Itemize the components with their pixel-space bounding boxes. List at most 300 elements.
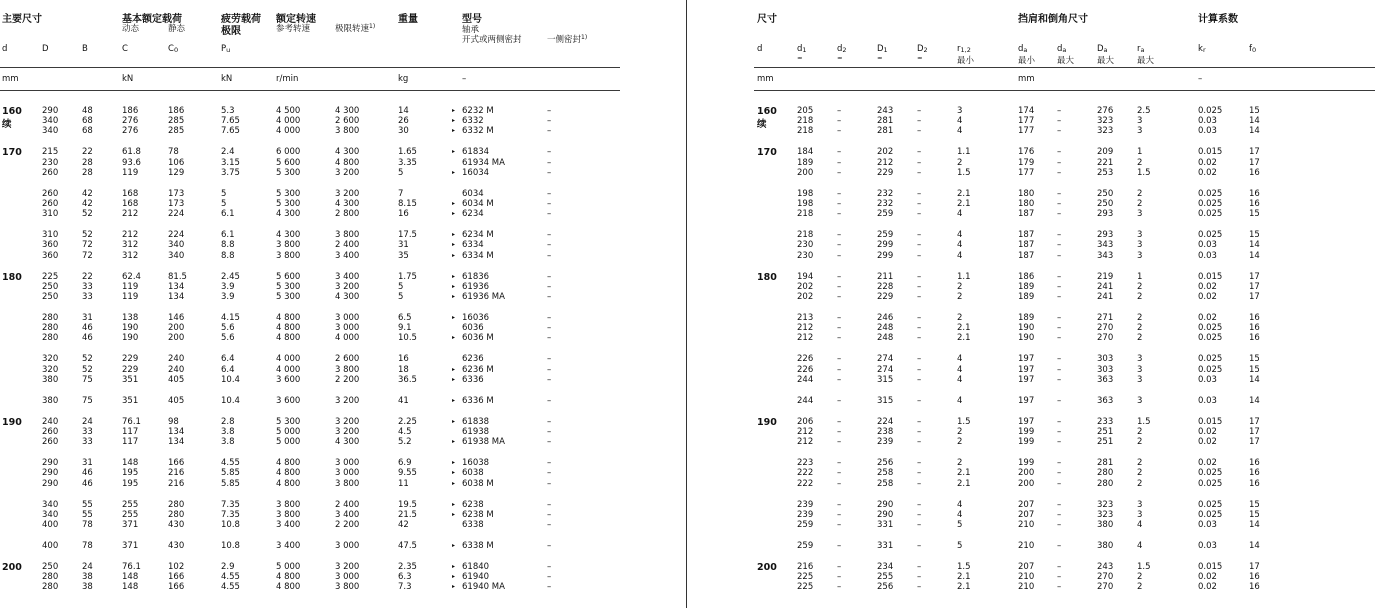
cell-Pu: 10.4	[221, 395, 240, 406]
cell-Pu: 5.85	[221, 468, 240, 479]
cell-one-side-sealed: –	[547, 230, 552, 241]
cell-ra-max: 1.5	[1137, 562, 1151, 572]
cell-one-side-sealed: –	[547, 106, 552, 116]
cell-limiting-speed: 2 800	[335, 209, 360, 220]
cell-d1: 226	[797, 354, 814, 365]
cell-limiting-speed: 4 800	[335, 157, 360, 168]
cell-C0: 166	[168, 458, 185, 469]
cell-d2: –	[837, 281, 842, 292]
cell-one-side-sealed: –	[547, 250, 552, 261]
cell-limiting-speed: 4 300	[335, 106, 360, 116]
cell-da-max: –	[1057, 323, 1062, 334]
cell-d1: 198	[797, 188, 814, 199]
cell-d1: 213	[797, 313, 814, 323]
cell-one-side-sealed: –	[547, 478, 552, 489]
cell-C0: 280	[168, 509, 185, 520]
header-rated-speed: 额定转速	[276, 14, 316, 25]
cell-D1: 248	[877, 323, 894, 334]
cell-D2: –	[917, 468, 922, 479]
cell-D1: 248	[877, 333, 894, 344]
cell-D2: –	[917, 520, 922, 530]
cell-d2: –	[837, 188, 842, 199]
cell-limiting-speed: 3 000	[335, 468, 360, 479]
cell-one-side-sealed: –	[547, 323, 552, 334]
cell-D2: –	[917, 199, 922, 209]
cell-one-side-sealed: –	[547, 572, 552, 583]
cell-kr: 0.015	[1198, 416, 1223, 427]
cell-one-side-sealed: –	[547, 271, 552, 282]
cell-f0: 14	[1249, 541, 1260, 551]
cell-C: 190	[122, 333, 139, 344]
cell-d1: 184	[797, 147, 814, 158]
cell-B: 38	[82, 582, 93, 593]
cell-reference-speed: 3 800	[276, 509, 301, 520]
cell-one-side-sealed: –	[547, 499, 552, 510]
cell-D: 250	[42, 281, 59, 292]
cell-designation: 6332	[462, 116, 484, 127]
cell-D1: 238	[877, 427, 894, 437]
cell-limiting-speed: 3 200	[335, 167, 360, 178]
symbol-d2: d2	[837, 44, 847, 54]
cell-C: 168	[122, 188, 139, 199]
cell-C: 229	[122, 364, 139, 375]
footnote-marker: 1)	[581, 34, 588, 41]
cell-limiting-speed: 2 600	[335, 354, 360, 365]
cell-Da-max: 251	[1097, 427, 1114, 437]
product-marker-icon: ▸	[452, 583, 456, 591]
cell-reference-speed: 5 000	[276, 427, 301, 437]
cell-B: 31	[82, 458, 93, 469]
cell-d1: 200	[797, 167, 814, 178]
cell-da-max: –	[1057, 458, 1062, 469]
cell-B: 52	[82, 364, 93, 375]
cell-one-side-sealed: –	[547, 509, 552, 520]
cell-D2: –	[917, 562, 922, 572]
cell-B: 38	[82, 572, 93, 583]
approx-D1: ≈	[877, 54, 883, 62]
cell-da-min: 197	[1018, 374, 1035, 385]
cell-B: 42	[82, 188, 93, 199]
cell-Pu: 7.35	[221, 509, 240, 520]
cell-kr: 0.025	[1198, 499, 1223, 510]
cell-D: 320	[42, 354, 59, 365]
cell-r12-min: 1.1	[957, 147, 971, 158]
cell-ra-max: 3	[1137, 395, 1143, 406]
cell-Pu: 7.65	[221, 116, 240, 127]
bore-group-label: 续	[757, 119, 767, 131]
product-marker-icon: ▸	[452, 293, 456, 300]
cell-reference-speed: 5 000	[276, 562, 301, 572]
cell-kr: 0.025	[1198, 323, 1223, 334]
cell-B: 52	[82, 209, 93, 220]
cell-da-min: 179	[1018, 157, 1035, 168]
product-marker-icon: ▸	[452, 127, 456, 135]
cell-reference-speed: 3 400	[276, 520, 301, 530]
cell-kr: 0.02	[1198, 281, 1217, 292]
cell-designation: 61934 MA	[462, 157, 505, 168]
cell-reference-speed: 5 300	[276, 281, 301, 292]
cell-limiting-speed: 2 200	[335, 374, 360, 385]
cell-kr: 0.03	[1198, 250, 1217, 261]
cell-D1: 299	[877, 250, 894, 261]
cell-da-max: –	[1057, 364, 1062, 375]
cell-D1: 228	[877, 281, 894, 292]
cell-C: 138	[122, 313, 139, 323]
cell-C0: 102	[168, 562, 185, 572]
cell-limiting-speed: 3 000	[335, 313, 360, 323]
product-marker-icon: ▸	[452, 334, 456, 342]
cell-ra-max: 3	[1137, 116, 1143, 127]
cell-Pu: 4.15	[221, 313, 240, 323]
cell-C: 351	[122, 395, 139, 406]
cell-C0: 166	[168, 582, 185, 593]
cell-D: 260	[42, 427, 59, 437]
cell-C0: 405	[168, 374, 185, 385]
cell-d2: –	[837, 116, 842, 127]
cell-Pu: 5.3	[221, 106, 235, 116]
cell-d1: 218	[797, 230, 814, 241]
cell-one-side-sealed: –	[547, 562, 552, 572]
cell-D2: –	[917, 271, 922, 282]
cell-d2: –	[837, 468, 842, 479]
cell-reference-speed: 4 000	[276, 364, 301, 375]
cell-d1: 244	[797, 395, 814, 406]
cell-ra-max: 1.5	[1137, 167, 1151, 178]
unit-mm: mm	[757, 74, 774, 84]
cell-kr: 0.025	[1198, 230, 1223, 241]
cell-weight: 36.5	[398, 374, 417, 385]
cell-d1: 198	[797, 199, 814, 209]
cell-kr: 0.025	[1198, 354, 1223, 365]
cell-one-side-sealed: –	[547, 354, 552, 365]
cell-r12-min: 5	[957, 520, 963, 530]
cell-D: 290	[42, 468, 59, 479]
cell-Da-max: 243	[1097, 562, 1114, 572]
cell-da-max: –	[1057, 188, 1062, 199]
cell-da-max: –	[1057, 106, 1062, 116]
cell-D: 340	[42, 116, 59, 127]
cell-da-min: 199	[1018, 437, 1035, 448]
cell-C0: 216	[168, 478, 185, 489]
header-fatigue-limit: 极限	[221, 26, 241, 37]
cell-d2: –	[837, 374, 842, 385]
cell-ra-max: 1	[1137, 271, 1143, 282]
cell-C: 62.4	[122, 271, 141, 282]
cell-reference-speed: 3 600	[276, 374, 301, 385]
cell-d2: –	[837, 509, 842, 520]
cell-one-side-sealed: –	[547, 116, 552, 127]
cell-D: 280	[42, 323, 59, 334]
cell-da-min: 189	[1018, 281, 1035, 292]
cell-da-max: –	[1057, 230, 1062, 241]
cell-r12-min: 2.1	[957, 188, 971, 199]
cell-kr: 0.02	[1198, 292, 1217, 302]
symbol-D2: D2	[917, 44, 928, 54]
cell-da-max: –	[1057, 199, 1062, 209]
cell-C: 312	[122, 250, 139, 261]
cell-reference-speed: 4 800	[276, 478, 301, 489]
cell-weight: 6.9	[398, 458, 412, 469]
cell-C0: 81.5	[168, 271, 187, 282]
cell-d1: 212	[797, 437, 814, 448]
cell-weight: 16	[398, 354, 409, 365]
cell-Da-max: 233	[1097, 416, 1114, 427]
cell-D1: 232	[877, 199, 894, 209]
cell-C0: 173	[168, 188, 185, 199]
cell-B: 72	[82, 240, 93, 251]
cell-Da-max: 241	[1097, 281, 1114, 292]
cell-kr: 0.025	[1198, 478, 1223, 489]
cell-D2: –	[917, 437, 922, 448]
cell-Pu: 10.4	[221, 374, 240, 385]
cell-weight: 7	[398, 188, 404, 199]
cell-designation: 61840	[462, 562, 490, 572]
cell-Da-max: 250	[1097, 188, 1114, 199]
cell-da-max: –	[1057, 250, 1062, 261]
cell-kr: 0.015	[1198, 562, 1223, 572]
header-fatigue-load: 疲劳载荷	[221, 14, 261, 25]
cell-da-min: 187	[1018, 250, 1035, 261]
cell-da-min: 207	[1018, 499, 1035, 510]
cell-limiting-speed: 2 200	[335, 520, 360, 530]
cell-kr: 0.03	[1198, 240, 1217, 251]
cell-reference-speed: 6 000	[276, 147, 301, 158]
cell-d1: 218	[797, 116, 814, 127]
cell-reference-speed: 5 300	[276, 199, 301, 209]
cell-D: 380	[42, 374, 59, 385]
header-reference-speed: 参考转速	[276, 24, 311, 34]
cell-D2: –	[917, 416, 922, 427]
cell-da-min: 210	[1018, 572, 1035, 583]
cell-D2: –	[917, 188, 922, 199]
cell-Da-max: 271	[1097, 313, 1114, 323]
cell-C: 93.6	[122, 157, 141, 168]
header-bottom-rule	[754, 90, 1375, 91]
bore-group-label: 170	[757, 147, 777, 159]
cell-d2: –	[837, 323, 842, 334]
cell-B: 22	[82, 271, 93, 282]
cell-C0: 134	[168, 427, 185, 437]
cell-D1: 299	[877, 240, 894, 251]
cell-da-max: –	[1057, 478, 1062, 489]
cell-one-side-sealed: –	[547, 582, 552, 593]
cell-da-min: 190	[1018, 323, 1035, 334]
cell-da-max: –	[1057, 572, 1062, 583]
cell-C0: 240	[168, 364, 185, 375]
cell-D2: –	[917, 116, 922, 127]
cell-C: 255	[122, 499, 139, 510]
cell-limiting-speed: 3 400	[335, 271, 360, 282]
cell-C0: 134	[168, 292, 185, 302]
cell-designation: 6338	[462, 520, 484, 530]
cell-D1: 239	[877, 437, 894, 448]
cell-ra-max: 3	[1137, 374, 1143, 385]
cell-reference-speed: 5 300	[276, 167, 301, 178]
qualifier-da-min: 最小	[1018, 56, 1036, 66]
product-marker-icon: ▸	[452, 282, 456, 290]
cell-reference-speed: 4 800	[276, 313, 301, 323]
cell-reference-speed: 4 300	[276, 230, 301, 241]
cell-B: 33	[82, 427, 93, 437]
cell-C0: 285	[168, 126, 185, 137]
cell-D1: 281	[877, 126, 894, 137]
cell-D1: 258	[877, 468, 894, 479]
product-marker-icon: ▸	[452, 231, 456, 239]
cell-one-side-sealed: –	[547, 427, 552, 437]
cell-designation: 16034	[462, 167, 490, 178]
cell-Da-max: 250	[1097, 199, 1114, 209]
cell-kr: 0.03	[1198, 126, 1217, 137]
cell-Pu: 4.55	[221, 458, 240, 469]
cell-one-side-sealed: –	[547, 374, 552, 385]
cell-D2: –	[917, 499, 922, 510]
cell-one-side-sealed: –	[547, 157, 552, 168]
cell-d2: –	[837, 126, 842, 137]
header-open-or-both-sealed: 开式或两侧密封	[462, 35, 522, 45]
cell-C0: 173	[168, 199, 185, 209]
cell-Da-max: 303	[1097, 364, 1114, 375]
symbol-d: d	[2, 44, 8, 54]
product-marker-icon: ▸	[452, 117, 456, 125]
left-table-page	[0, 0, 620, 608]
bore-group-label: 190	[757, 416, 777, 428]
cell-da-min: 187	[1018, 240, 1035, 251]
cell-weight: 18	[398, 364, 409, 375]
cell-limiting-speed: 3 000	[335, 458, 360, 469]
cell-kr: 0.02	[1198, 427, 1217, 437]
cell-Da-max: 280	[1097, 478, 1114, 489]
cell-D1: 315	[877, 374, 894, 385]
bore-group-label: 190	[2, 416, 22, 428]
cell-C: 195	[122, 478, 139, 489]
cell-r12-min: 2.1	[957, 333, 971, 344]
cell-da-min: 207	[1018, 562, 1035, 572]
cell-d2: –	[837, 209, 842, 220]
cell-da-max: –	[1057, 292, 1062, 302]
cell-weight: 1.75	[398, 271, 417, 282]
cell-designation: 61940	[462, 572, 490, 583]
cell-d2: –	[837, 240, 842, 251]
cell-D1: 224	[877, 416, 894, 427]
cell-ra-max: 2	[1137, 188, 1143, 199]
cell-D: 230	[42, 157, 59, 168]
cell-designation: 6336 M	[462, 395, 494, 406]
cell-D2: –	[917, 333, 922, 344]
product-marker-icon: ▸	[452, 365, 456, 373]
cell-d1: 212	[797, 323, 814, 334]
cell-Pu: 3.8	[221, 427, 235, 437]
cell-Da-max: 270	[1097, 323, 1114, 334]
cell-f0: 17	[1249, 427, 1260, 437]
cell-ra-max: 2	[1137, 292, 1143, 302]
cell-f0: 15	[1249, 354, 1260, 365]
cell-r12-min: 2.1	[957, 582, 971, 593]
cell-C: 351	[122, 374, 139, 385]
cell-da-max: –	[1057, 126, 1062, 137]
cell-Da-max: 323	[1097, 116, 1114, 127]
cell-D2: –	[917, 323, 922, 334]
header-bearing: 轴承	[462, 25, 480, 35]
cell-D: 280	[42, 333, 59, 344]
cell-D2: –	[917, 313, 922, 323]
cell-d1: 226	[797, 364, 814, 375]
cell-Pu: 10.8	[221, 520, 240, 530]
cell-Pu: 6.1	[221, 209, 235, 220]
cell-D: 260	[42, 199, 59, 209]
cell-D1: 255	[877, 572, 894, 583]
cell-C: 148	[122, 582, 139, 593]
qualifier-ra-max: 最大	[1137, 56, 1155, 66]
cell-designation: 16038	[462, 458, 490, 469]
cell-limiting-speed: 4 300	[335, 199, 360, 209]
product-marker-icon: ▸	[452, 375, 456, 383]
cell-C0: 98	[168, 416, 179, 427]
cell-one-side-sealed: –	[547, 313, 552, 323]
qualifier-Da-max: 最大	[1097, 56, 1115, 66]
cell-da-max: –	[1057, 167, 1062, 178]
cell-d2: –	[837, 520, 842, 530]
cell-designation: 6236 M	[462, 364, 494, 375]
cell-designation: 61834	[462, 147, 490, 158]
cell-da-min: 197	[1018, 416, 1035, 427]
cell-D1: 211	[877, 271, 894, 282]
cell-Da-max: 363	[1097, 374, 1114, 385]
cell-limiting-speed: 3 800	[335, 126, 360, 137]
cell-Pu: 3.9	[221, 292, 235, 302]
product-marker-icon: ▸	[452, 510, 456, 518]
cell-limiting-speed: 3 200	[335, 281, 360, 292]
cell-D1: 243	[877, 106, 894, 116]
header-dynamic: 动态	[122, 24, 140, 34]
product-marker-icon: ▸	[452, 210, 456, 218]
cell-f0: 17	[1249, 147, 1260, 158]
cell-D: 360	[42, 250, 59, 261]
cell-D1: 259	[877, 230, 894, 241]
cell-da-max: –	[1057, 271, 1062, 282]
cell-limiting-speed: 3 000	[335, 572, 360, 583]
cell-D: 400	[42, 520, 59, 530]
cell-da-min: 180	[1018, 188, 1035, 199]
cell-C0: 240	[168, 354, 185, 365]
cell-f0: 17	[1249, 157, 1260, 168]
symbol-da-min: da	[1018, 44, 1028, 54]
unit-mm-abutment: mm	[1018, 74, 1035, 84]
cell-C: 76.1	[122, 562, 141, 572]
cell-d1: 259	[797, 541, 814, 551]
cell-da-min: 189	[1018, 292, 1035, 302]
cell-d1: 206	[797, 416, 814, 427]
header-rule	[0, 67, 620, 68]
unit-rpm: r/min	[276, 74, 299, 84]
cell-D: 320	[42, 364, 59, 375]
cell-D1: 234	[877, 562, 894, 572]
cell-r12-min: 4	[957, 499, 963, 510]
cell-d1: 239	[797, 509, 814, 520]
cell-reference-speed: 3 600	[276, 395, 301, 406]
cell-Pu: 4.55	[221, 572, 240, 583]
cell-f0: 17	[1249, 271, 1260, 282]
cell-one-side-sealed: –	[547, 188, 552, 199]
cell-f0: 16	[1249, 323, 1260, 334]
cell-C0: 405	[168, 395, 185, 406]
cell-r12-min: 1.5	[957, 167, 971, 178]
cell-Pu: 2.9	[221, 562, 235, 572]
cell-designation: 6234 M	[462, 230, 494, 241]
cell-d1: 230	[797, 250, 814, 261]
cell-limiting-speed: 3 200	[335, 427, 360, 437]
cell-f0: 16	[1249, 333, 1260, 344]
cell-designation: 61838	[462, 416, 490, 427]
